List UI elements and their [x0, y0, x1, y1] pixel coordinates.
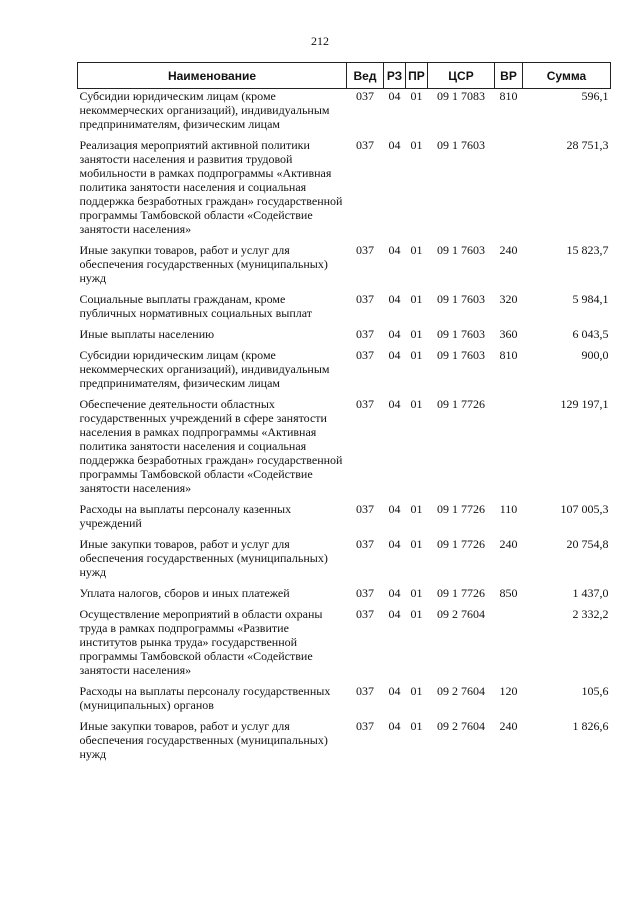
- table-body: [78, 89, 611, 769]
- cell-vr: [495, 397, 523, 502]
- table-row: [78, 397, 611, 502]
- cell-rz: 04: [388, 292, 401, 306]
- table-row: [78, 348, 611, 397]
- cell-csr: 09 1 7726: [437, 537, 485, 551]
- cell-vr: 850: [499, 586, 518, 600]
- cell-name: Субсидии юридическим лицам (кроме некоммерческих организаций), индивидуальным предпринимателям, физическим лицам: [79, 348, 330, 390]
- cell-pr: 01: [410, 502, 423, 516]
- cell-ved: 037: [356, 138, 374, 152]
- cell-rz: 04: [388, 684, 401, 698]
- cell-name: Расходы на выплаты персоналу казенных учреждений: [79, 502, 292, 530]
- cell-ved: 037: [356, 684, 374, 698]
- cell-ved: 037: [356, 502, 374, 516]
- cell-rz: 04: [388, 607, 401, 621]
- cell-ved: 037: [356, 89, 374, 103]
- cell-csr: 09 1 7726: [437, 586, 485, 600]
- cell-rz: 04: [388, 397, 401, 411]
- cell-sum: 596,1: [581, 89, 609, 103]
- budget-table: [77, 62, 611, 768]
- cell-sum: 105,6: [581, 684, 609, 698]
- cell-name: Реализация мероприятий активной политики занятости населения и развития трудовой мобильности в рамках подпрограммы «Активная политика занятости населения и социальная поддержка безработных граждан» государственной программы Тамбовской области «Содействие занятости населения»: [79, 138, 343, 236]
- cell-vr: 240: [499, 537, 518, 551]
- header-pr: ПР: [406, 63, 428, 89]
- cell-pr: 01: [410, 586, 423, 600]
- cell-rz: 04: [388, 348, 401, 362]
- cell-ved: 037: [356, 607, 374, 621]
- cell-sum: 5 984,1: [572, 292, 609, 306]
- cell-pr: 01: [410, 89, 423, 103]
- cell-vr: 810: [499, 89, 518, 103]
- cell-rz: 04: [388, 586, 401, 600]
- cell-sum: 15 823,7: [566, 243, 609, 257]
- cell-sum: 1 437,0: [572, 586, 609, 600]
- cell-name: Иные выплаты населению: [79, 327, 215, 341]
- cell-csr: 09 1 7726: [437, 397, 485, 411]
- cell-ved: 037: [356, 348, 374, 362]
- cell-sum: 107 005,3: [560, 502, 609, 516]
- cell-vr: 360: [499, 327, 518, 341]
- cell-sum: 28 751,3: [566, 138, 609, 152]
- cell-pr: 01: [410, 719, 423, 733]
- cell-ved: 037: [356, 537, 374, 551]
- cell-rz: 04: [388, 327, 401, 341]
- table-row: [78, 292, 611, 327]
- cell-name: Осуществление мероприятий в области охраны труда в рамках подпрограммы «Развитие институтов рынка труда» государственной программы Тамбовской области «Содействие занятости населения»: [79, 607, 323, 677]
- cell-vr: 320: [499, 292, 518, 306]
- cell-rz: 04: [388, 138, 401, 152]
- cell-pr: 01: [410, 292, 423, 306]
- cell-pr: 01: [410, 397, 423, 411]
- cell-name: Расходы на выплаты персоналу государственных (муниципальных) органов: [79, 684, 331, 712]
- table-row: [78, 138, 611, 243]
- cell-pr: 01: [410, 243, 423, 257]
- cell-sum: 2 332,2: [572, 607, 609, 621]
- header-vr: ВР: [495, 63, 523, 89]
- cell-rz: 04: [388, 719, 401, 733]
- page-number: 212: [311, 34, 329, 48]
- table-row: [78, 327, 611, 348]
- header-rz: РЗ: [384, 63, 406, 89]
- cell-csr: 09 1 7603: [437, 292, 485, 306]
- cell-sum: 129 197,1: [560, 397, 609, 411]
- cell-pr: 01: [410, 537, 423, 551]
- cell-csr: 09 2 7604: [437, 684, 485, 698]
- cell-ved: 037: [356, 586, 374, 600]
- cell-csr: 09 1 7726: [437, 502, 485, 516]
- cell-csr: 09 1 7603: [437, 348, 485, 362]
- cell-pr: 01: [410, 327, 423, 341]
- table-row: [78, 537, 611, 586]
- cell-csr: 09 1 7603: [437, 243, 485, 257]
- cell-name: Иные закупки товаров, работ и услуг для обеспечения государственных (муниципальных) нужд: [79, 719, 328, 761]
- header-ved: Вед: [347, 63, 384, 89]
- cell-sum: 1 826,6: [572, 719, 609, 733]
- table-header: [78, 63, 611, 89]
- cell-sum: 900,0: [581, 348, 609, 362]
- header-csr: ЦСР: [428, 63, 495, 89]
- cell-rz: 04: [388, 243, 401, 257]
- cell-rz: 04: [388, 89, 401, 103]
- table-row: [78, 243, 611, 292]
- cell-name: Субсидии юридическим лицам (кроме некоммерческих организаций), индивидуальным предпринимателям, физическим лицам: [79, 89, 330, 131]
- cell-name: Иные закупки товаров, работ и услуг для обеспечения государственных (муниципальных) нужд: [79, 537, 328, 579]
- table-row: [78, 586, 611, 607]
- cell-pr: 01: [410, 348, 423, 362]
- cell-ved: 037: [356, 719, 374, 733]
- cell-pr: 01: [410, 138, 423, 152]
- cell-pr: 01: [410, 607, 423, 621]
- cell-ved: 037: [356, 292, 374, 306]
- cell-pr: 01: [410, 684, 423, 698]
- cell-sum: 6 043,5: [572, 327, 609, 341]
- cell-rz: 04: [388, 502, 401, 516]
- cell-csr: 09 1 7603: [437, 327, 485, 341]
- table-row: [78, 89, 611, 139]
- header-name: Наименование: [78, 63, 347, 89]
- cell-ved: 037: [356, 243, 374, 257]
- cell-name: Социальные выплаты гражданам, кроме публичных нормативных социальных выплат: [79, 292, 313, 320]
- cell-vr: 120: [499, 684, 518, 698]
- cell-csr: 09 1 7083: [437, 89, 485, 103]
- table-row: [78, 502, 611, 537]
- cell-ved: 037: [356, 327, 374, 341]
- cell-vr: 240: [499, 243, 518, 257]
- cell-rz: 04: [388, 537, 401, 551]
- cell-vr: 810: [499, 348, 518, 362]
- cell-vr: [495, 607, 523, 684]
- table-row: [78, 719, 611, 768]
- header-sum: Сумма: [523, 63, 611, 89]
- cell-name: Обеспечение деятельности областных государственных учреждений в сфере занятости населения в рамках подпрограммы «Активная политика занятости населения и социальная поддержка безработных граждан» государственной программы Тамбовской области «Содействие занятости населения»: [79, 397, 343, 495]
- cell-vr: 110: [499, 502, 518, 516]
- cell-name: Уплата налогов, сборов и иных платежей: [79, 586, 290, 600]
- table-row: [78, 684, 611, 719]
- cell-csr: 09 2 7604: [437, 607, 485, 621]
- cell-csr: 09 2 7604: [437, 719, 485, 733]
- cell-vr: [495, 138, 523, 243]
- table-row: [78, 607, 611, 684]
- cell-ved: 037: [356, 397, 374, 411]
- cell-vr: 240: [499, 719, 518, 733]
- cell-sum: 20 754,8: [566, 537, 609, 551]
- cell-name: Иные закупки товаров, работ и услуг для обеспечения государственных (муниципальных) нужд: [79, 243, 328, 285]
- cell-csr: 09 1 7603: [437, 138, 485, 152]
